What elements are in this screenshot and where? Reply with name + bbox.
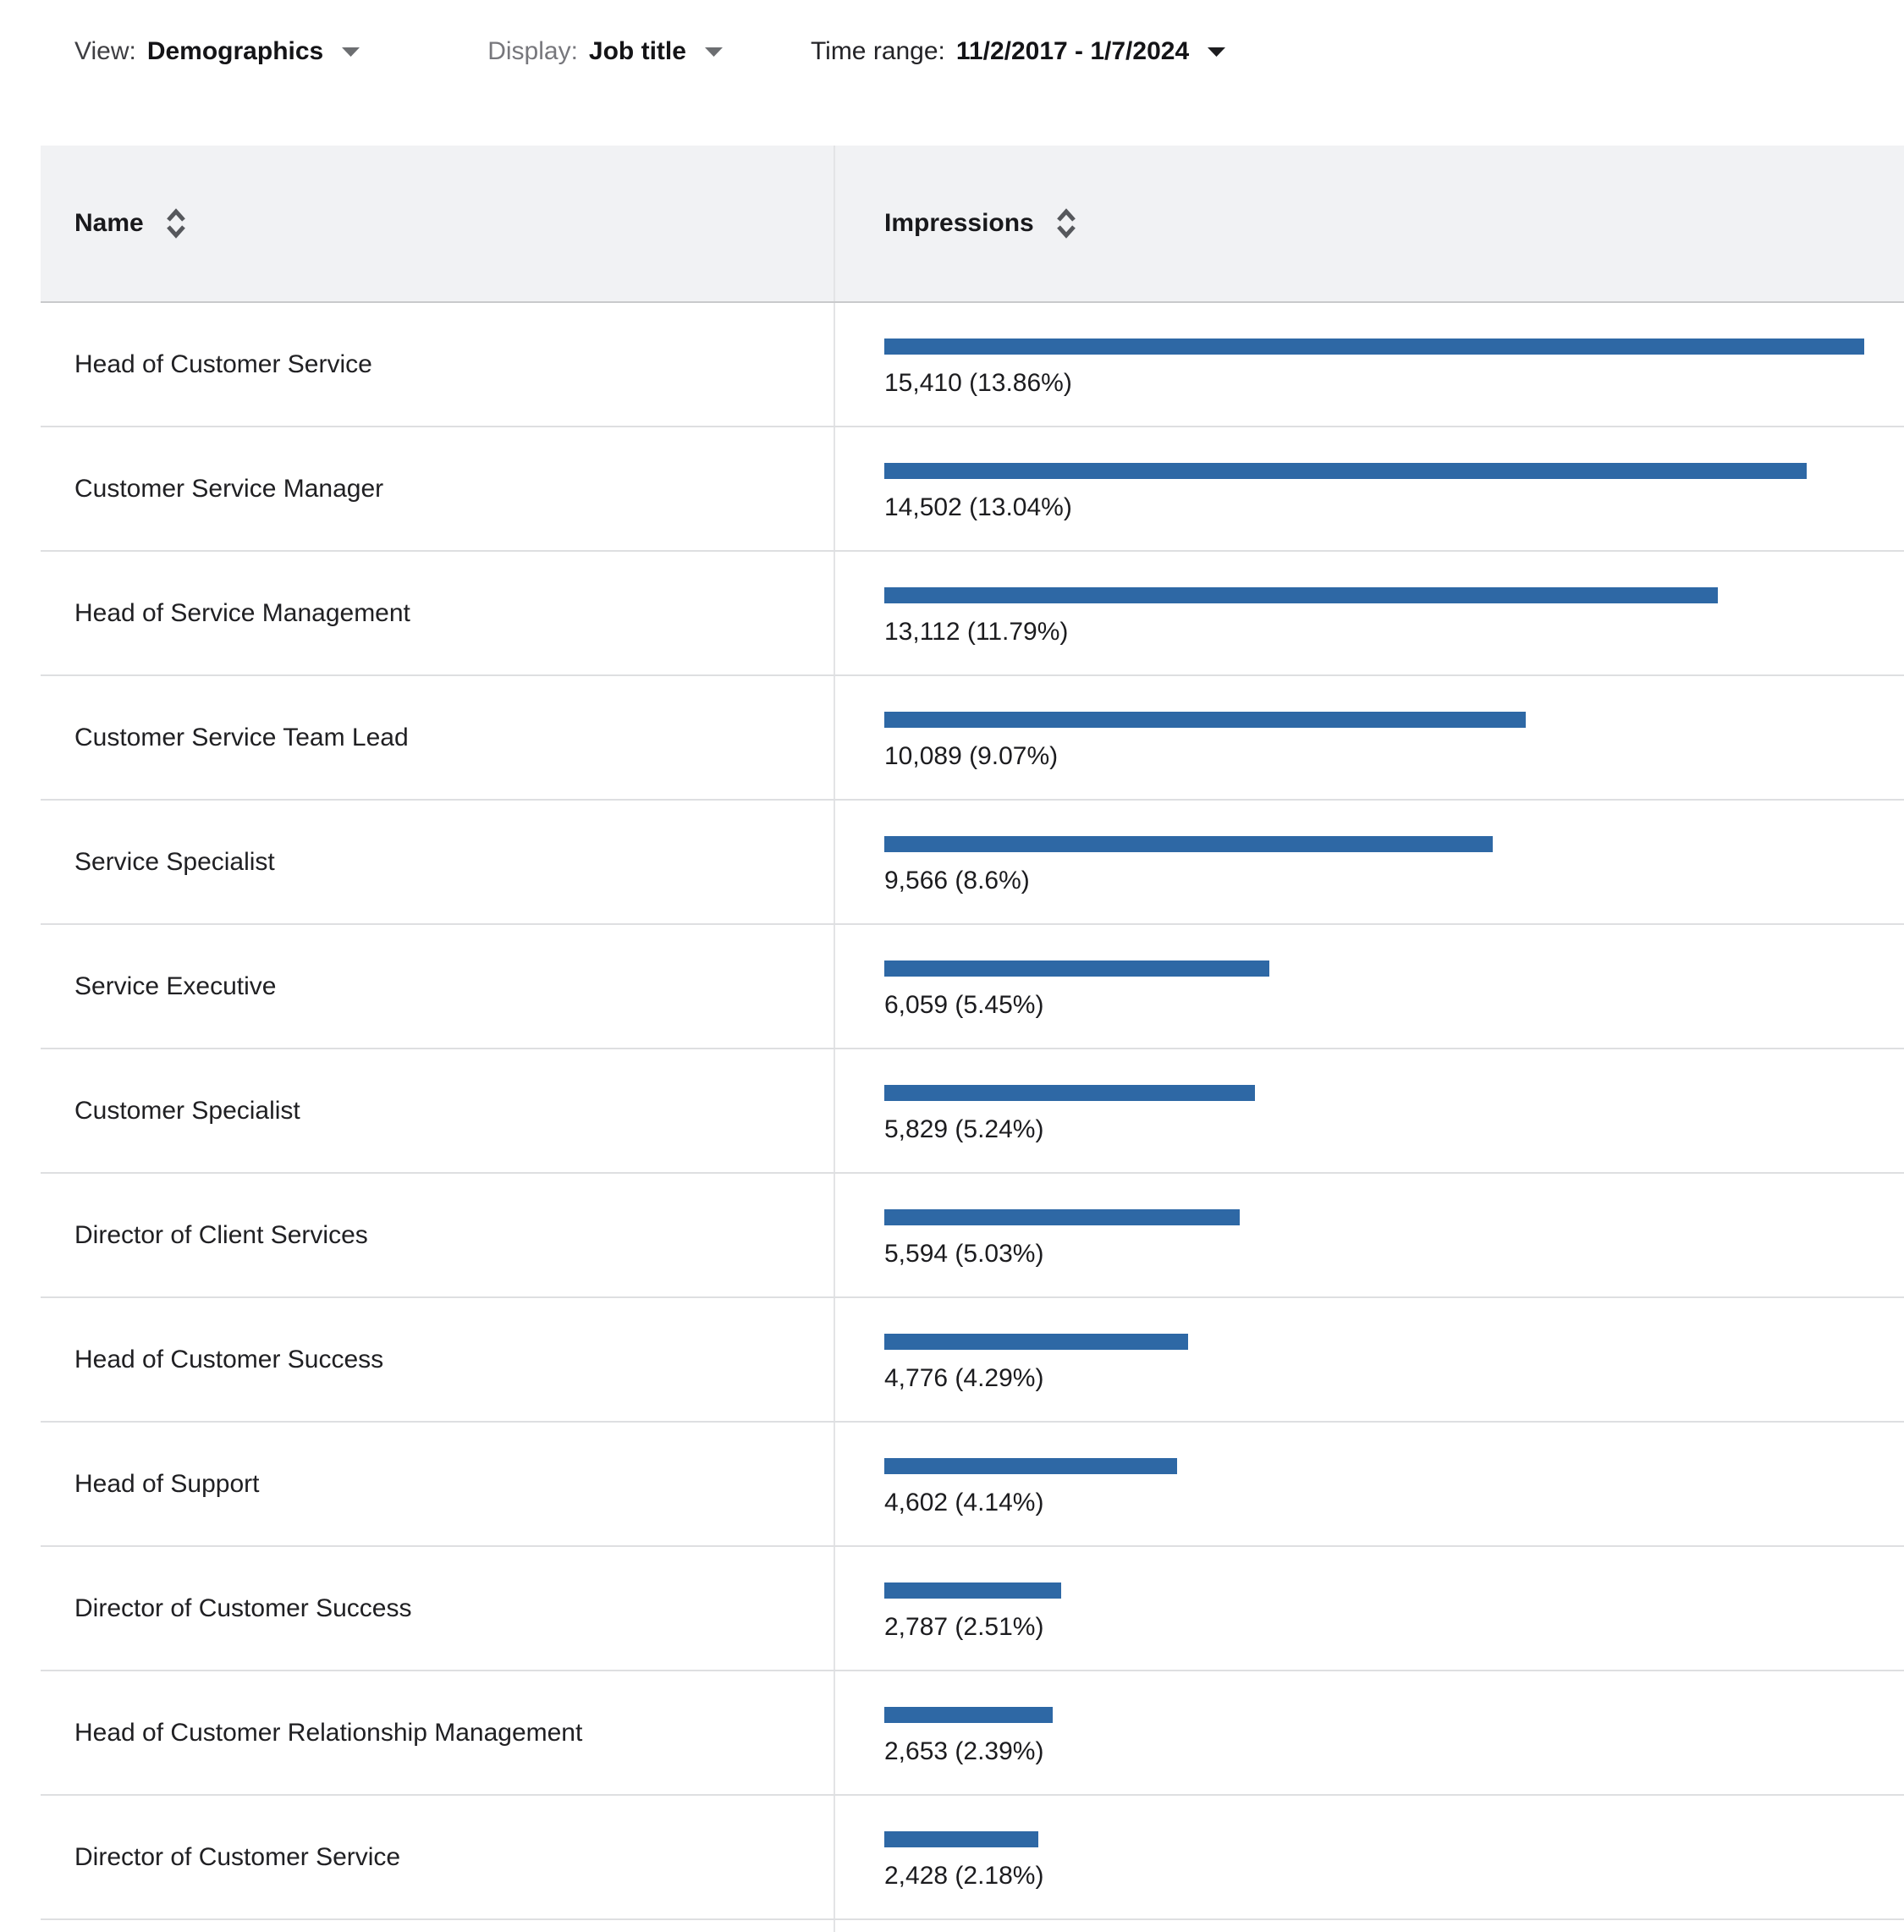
impressions-value: 5,594 (5.03%) [884,1239,1044,1268]
row-name: Head of Customer Success [74,1345,384,1373]
impressions-bar [884,587,1718,603]
impressions-bar [884,960,1269,977]
caret-down-icon [341,47,360,58]
caret-down-icon [1207,47,1226,58]
table-header-row [41,146,1904,303]
impressions-bar-track [884,1458,1864,1474]
impressions-value: 2,653 (2.39%) [884,1737,1044,1765]
table-row [41,925,1904,1049]
row-name: Head of Customer Relationship Management [74,1718,583,1747]
row-name: Head of Support [74,1469,260,1498]
table-row [41,1796,1904,1920]
impressions-value: 15,410 (13.86%) [884,368,1072,397]
display-selector-label: Display: [487,37,578,65]
impressions-value: 4,602 (4.14%) [884,1488,1044,1516]
impressions-bar-track [884,960,1864,977]
table-row [41,676,1904,801]
view-selector[interactable] [74,36,360,67]
table-row [41,427,1904,552]
impressions-bar [884,1209,1240,1225]
analytics-filter-bar [0,0,1904,146]
table-row [41,801,1904,925]
row-name: Service Specialist [74,847,275,876]
row-name: Head of Customer Service [74,350,372,378]
table-row [41,1671,1904,1796]
table-row [41,552,1904,676]
row-name: Director of Customer Success [74,1593,412,1622]
sort-icon[interactable] [166,207,186,239]
column-header-impressions-label: Impressions [884,209,1034,237]
table-row [41,303,1904,427]
impressions-value: 13,112 (11.79%) [884,617,1069,646]
table-row [41,1298,1904,1423]
column-header-name-label: Name [74,209,144,237]
time-range-selector[interactable] [811,36,1226,67]
impressions-bar [884,1458,1177,1474]
row-name: Service Executive [74,972,277,1000]
caret-down-icon [704,47,724,58]
row-name: Director of Customer Service [74,1842,401,1871]
row-name: Customer Service Manager [74,474,384,503]
impressions-bar [884,1334,1188,1350]
impressions-bar-track [884,836,1864,852]
impressions-bar-track [884,1582,1864,1599]
impressions-bar [884,1582,1061,1599]
table-row [41,1547,1904,1671]
display-selector[interactable] [487,36,724,67]
column-header-impressions[interactable] [834,146,1904,301]
row-name: Head of Service Management [74,598,410,627]
column-header-name[interactable] [41,146,834,301]
row-name: Customer Specialist [74,1096,300,1125]
impressions-value: 9,566 (8.6%) [884,866,1030,894]
view-selector-label: View: [74,37,136,65]
sort-icon[interactable] [1056,207,1076,239]
impressions-bar [884,339,1864,355]
impressions-bar-track [884,1334,1864,1350]
table-row [41,1174,1904,1298]
row-name: Director of Client Services [74,1220,368,1249]
row-name: Customer Service Team Lead [74,723,409,751]
display-selector-value: Job title [588,37,686,65]
impressions-bar [884,1085,1255,1101]
impressions-bar-track [884,1831,1864,1847]
table-body [41,303,1904,1920]
impressions-bar-track [884,339,1864,355]
view-selector-value: Demographics [146,37,324,65]
impressions-bar-track [884,712,1864,728]
impressions-bar-track [884,587,1864,603]
impressions-value: 5,829 (5.24%) [884,1115,1044,1143]
impressions-value: 4,776 (4.29%) [884,1363,1044,1392]
time-range-label: Time range: [810,37,945,65]
impressions-bar [884,1707,1053,1723]
table-row [41,1049,1904,1174]
impressions-value: 2,428 (2.18%) [884,1861,1044,1890]
demographics-table [41,146,1904,1932]
impressions-bar-track [884,1707,1864,1723]
impressions-bar [884,712,1526,728]
impressions-bar-track [884,1209,1864,1225]
table-row-partial [41,1920,1904,1932]
impressions-bar [884,463,1807,479]
impressions-bar-track [884,1085,1864,1101]
impressions-bar-track [884,463,1864,479]
impressions-bar [884,836,1493,852]
time-range-value: 11/2/2017 - 1/7/2024 [955,37,1190,65]
table-row [41,1423,1904,1547]
impressions-value: 10,089 (9.07%) [884,741,1059,770]
impressions-value: 6,059 (5.45%) [884,990,1044,1019]
impressions-value: 14,502 (13.04%) [884,493,1072,521]
impressions-value: 2,787 (2.51%) [884,1612,1044,1641]
impressions-bar [884,1831,1038,1847]
